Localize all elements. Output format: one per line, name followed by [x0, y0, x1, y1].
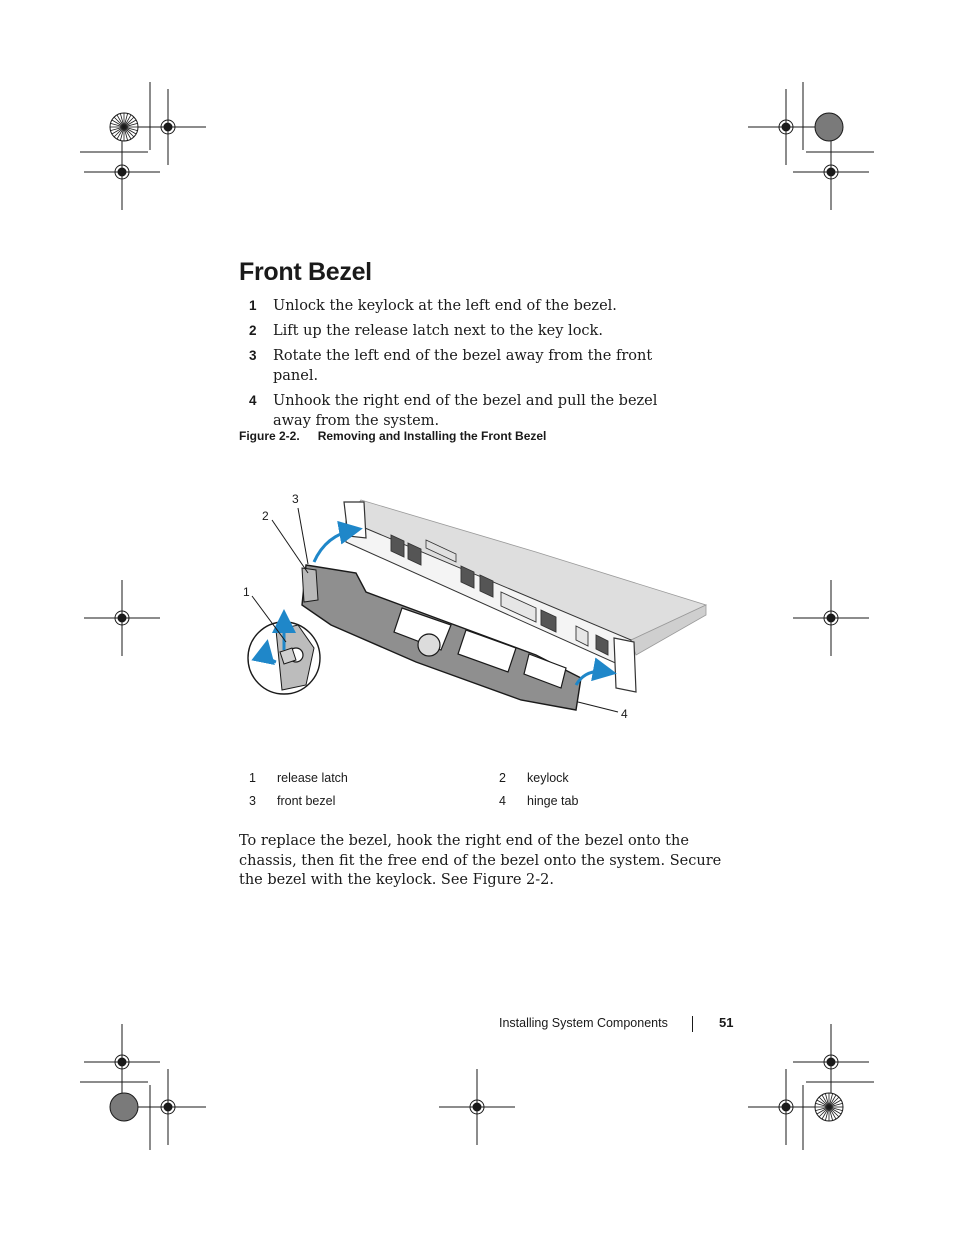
step-number: 3: [249, 348, 257, 363]
step-text: Unhook the right end of the bezel and pull the bezel away from the system.: [273, 393, 658, 429]
step-text: Rotate the left end of the bezel away from the front panel.: [273, 348, 653, 384]
figure-caption: [239, 429, 546, 443]
footer-divider: [692, 1016, 693, 1032]
step-item: [249, 321, 699, 341]
callout-1: 1: [243, 585, 250, 599]
step-number: 2: [249, 323, 257, 338]
figure-legend: [249, 771, 749, 817]
figure-label: Figure 2-2.: [239, 429, 300, 443]
legend-label: release latch: [277, 771, 348, 785]
callout-4: 4: [621, 707, 628, 721]
step-item: [249, 391, 699, 431]
legend-number: 4: [499, 794, 506, 808]
legend-number: 2: [499, 771, 506, 785]
legend-number: 3: [249, 794, 256, 808]
body-paragraph: To replace the bezel, hook the right end of the bezel onto the chassis, then fit the free end of the bezel onto the system. Secure the bezel with the keylock. See Figure 2-2.: [239, 833, 722, 888]
legend-row: [249, 794, 749, 817]
step-number: 1: [249, 298, 257, 313]
callout-2: 2: [262, 509, 269, 523]
legend-label: hinge tab: [527, 794, 579, 808]
page-title: Front Bezel: [239, 258, 372, 286]
chassis-right-ear: [614, 638, 636, 692]
step-list: [249, 296, 699, 436]
step-item: [249, 346, 699, 386]
bezel-logo: [418, 634, 440, 656]
footer-section-title: Installing System Components: [499, 1016, 668, 1030]
legend-label: front bezel: [277, 794, 336, 808]
legend-number: 1: [249, 771, 256, 785]
page-number: 51: [719, 1015, 734, 1030]
step-number: 4: [249, 393, 257, 408]
legend-row: [249, 771, 749, 794]
step-text: Unlock the keylock at the left end of the bezel.: [273, 298, 617, 314]
figure-title: Removing and Installing the Front Bezel: [317, 429, 547, 443]
step-item: [249, 296, 699, 316]
legend-label: keylock: [527, 771, 569, 785]
bezel-illustration: [236, 480, 716, 740]
step-text: Lift up the release latch next to the key lock.: [273, 323, 603, 339]
callout-3: 3: [292, 492, 299, 506]
